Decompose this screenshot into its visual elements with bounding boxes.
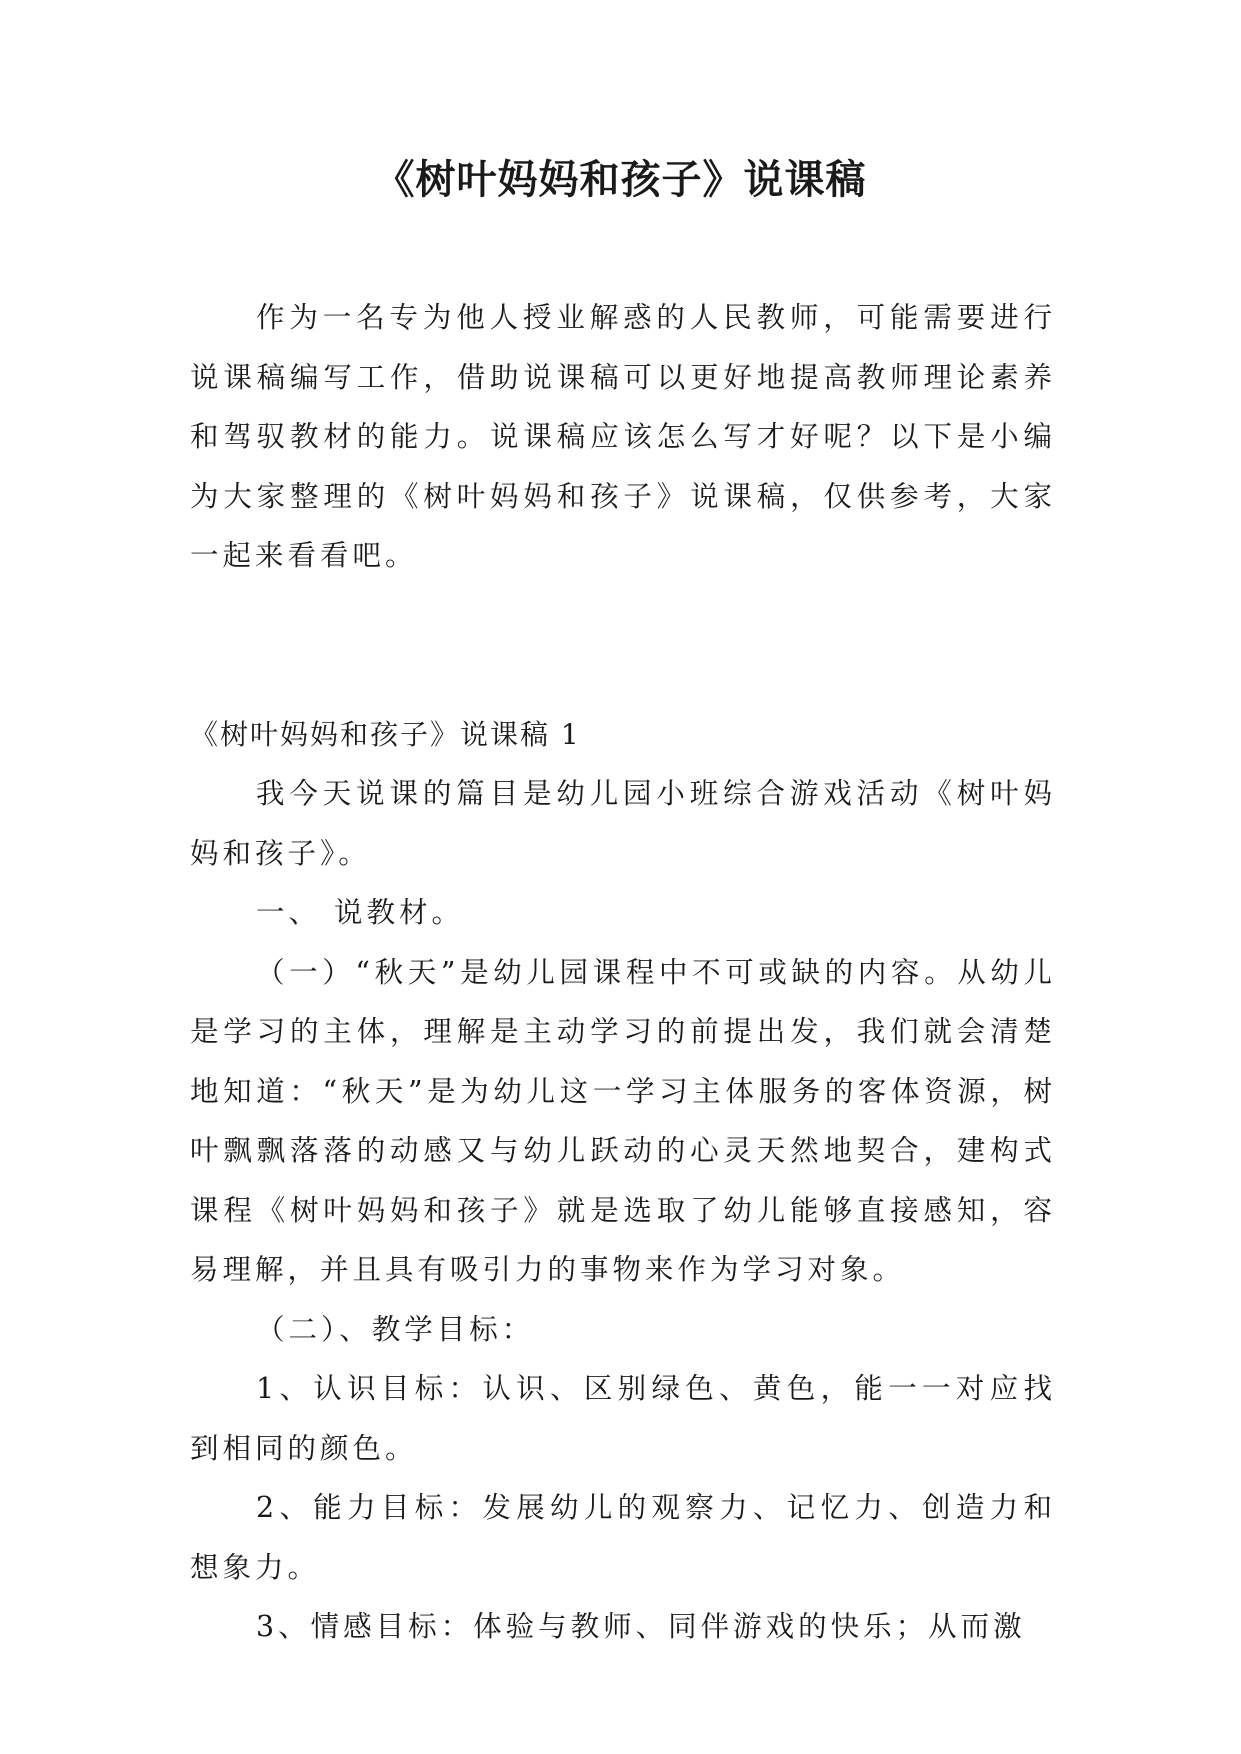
paragraph-goals-heading: （二）、教学目标： [256,1312,535,1346]
paragraph-goal-emotion: 3、情感目标：体验与教师、同伴游戏的快乐；从而激 [256,1610,1026,1643]
document-body [190,288,1056,1657]
paragraph-goal-cognitive: 1、认识目标：认识、区别绿色、黄色，能一一对应找到相同的颜色。 [190,1372,1056,1465]
section-spacer [190,586,1056,705]
document-title: 《树叶妈妈和孩子》说课稿 [374,157,867,203]
section-heading: 《树叶妈妈和孩子》说课稿 1 [190,717,581,751]
intro-paragraph: 作为一名专为他人授业解惑的人民教师，可能需要进行说课稿编写工作，借助说课稿可以更好地提高教师理论素养和驾驭教材的能力。说课稿应该怎么写才好呢？以下是小编为大家整理的《树叶妈妈和孩子》说课稿，仅供参考，大家一起来看看吧。 [190,301,1056,572]
paragraph-autumn: （一）“秋天”是幼儿园课程中不可或缺的内容。从幼儿是学习的主体，理解是主动学习的前提出发，我们就会清楚地知道：“秋天”是为幼儿这一学习主体服务的客体资源，树叶飘飘落落的动感又与幼儿跃动的心灵天然地契合，建构式课程《树叶妈妈和孩子》就是选取了幼儿能够直接感知，容易理解，并且具有吸引力的事物来作为学习对象。 [190,955,1056,1286]
paragraph-heading-textbook: 一、 说教材。 [256,896,465,929]
paragraph-goal-ability: 2、能力目标：发展幼儿的观察力、记忆力、创造力和想象力。 [190,1491,1056,1584]
paragraph-topic: 我今天说课的篇目是幼儿园小班综合游戏活动《树叶妈妈和孩子》。 [190,777,1056,870]
